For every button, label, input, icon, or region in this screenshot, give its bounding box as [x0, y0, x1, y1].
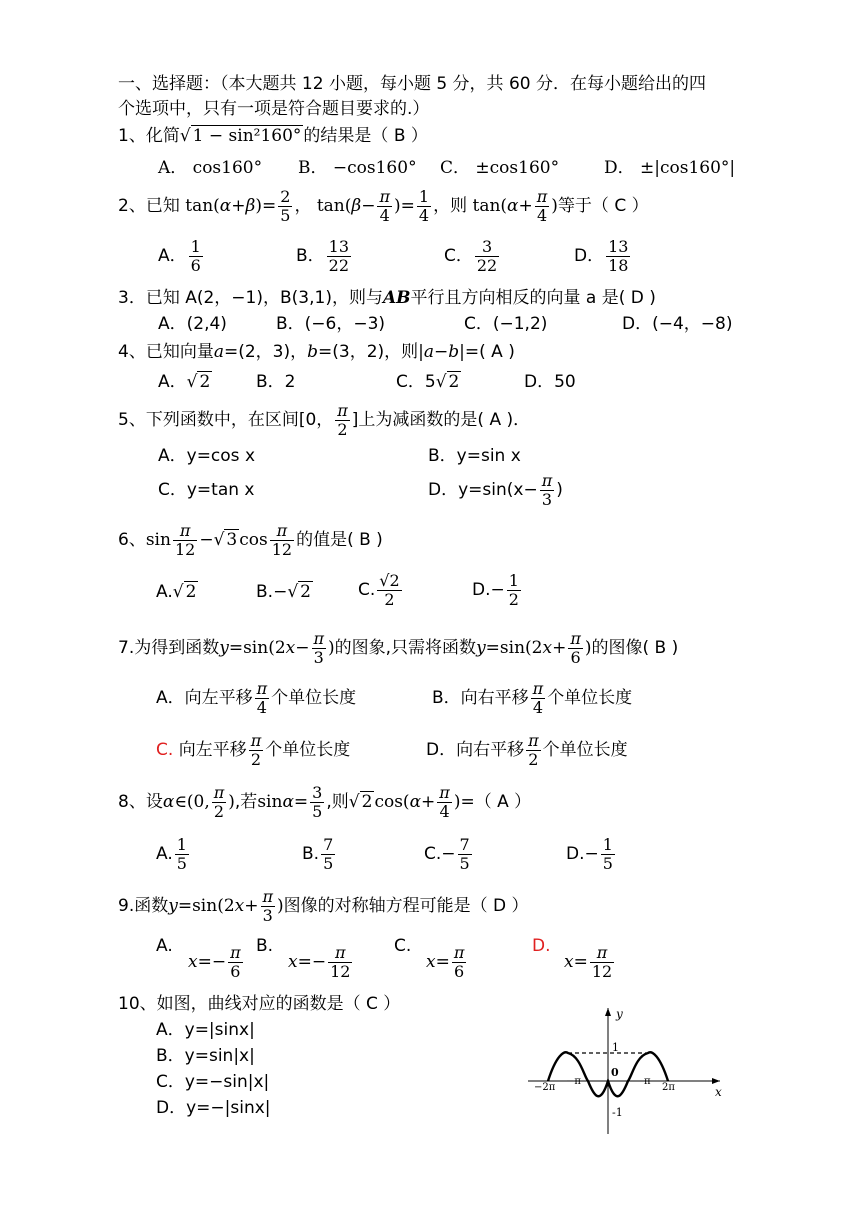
- question-10: 10、如图，曲线对应的函数是（ C ）: [118, 994, 401, 1014]
- q2-option-c: C． $\frac{3}{22}$: [444, 237, 498, 275]
- q7-option-a: A．向左平移 $\frac{\pi}{4}$ 个单位长度: [156, 679, 357, 717]
- q6-option-a: A.√ 2: [156, 582, 197, 602]
- function-graph: [520, 1006, 730, 1136]
- label-2pi: 2π: [662, 1082, 675, 1093]
- q8-option-d: D.− $\frac{1}{5}$: [566, 835, 613, 873]
- q10-option-a: A．y=|sinx|: [156, 1020, 255, 1040]
- q7-option-c: C. 向左平移 $\frac{\pi}{2}$ 个单位长度: [156, 731, 351, 769]
- question-6: 6、sin $\frac{\pi}{12}$ −√ 3 cos $\frac{\pi}{12}$ 的值是( B ): [118, 521, 383, 559]
- q8-option-b: B. $\frac{7}{5}$: [302, 835, 334, 873]
- q5-option-d: D．y=sin(x− $\frac{\pi}{3}$ ): [428, 471, 563, 509]
- q10-option-b: B．y=sin|x|: [156, 1046, 255, 1066]
- q9-option-c-label: C.: [394, 936, 412, 956]
- label-neg-pi: −π: [566, 1076, 581, 1087]
- section-heading-cont: 个选项中，只有一项是符合题目要求的.）: [118, 99, 430, 119]
- q5-option-c: C．y=tan x: [158, 480, 255, 500]
- q9-option-b-label: B.: [256, 936, 274, 956]
- q3-option-a: A．(2,4): [158, 314, 227, 334]
- x-label: x: [715, 1085, 722, 1099]
- q8-option-c: C.− $\frac{7}{5}$: [424, 835, 470, 873]
- question-5: 5、下列函数中，在区间[0， $\frac{\pi}{2}$ ]上为减函数的是( A )．: [118, 401, 531, 439]
- q1-option-c: C． ±cos160°: [440, 158, 560, 178]
- q9-option-b: x=− $\frac{\pi}{12}$: [288, 943, 351, 981]
- q2-option-d: D． $\frac{13}{18}$: [574, 237, 629, 275]
- label-zero: 0: [611, 1066, 619, 1079]
- q9-option-c: x= $\frac{\pi}{6}$: [426, 943, 465, 981]
- q4-option-d: D．50: [524, 372, 576, 392]
- q5-option-b: B．y=sin x: [428, 446, 521, 466]
- q9-option-d: x= $\frac{\pi}{12}$: [564, 943, 613, 981]
- question-2: 2、已知 tan(α+β)= $\frac{2}{5}$ ， tan(β− $\frac{\pi}{4}$ )= $\frac{1}{4}$ ，则 tan(α+ $\frac{\pi}{4}$ )等于（ C ）: [118, 187, 649, 225]
- q3-option-d: D．(−4，−8): [622, 314, 733, 334]
- q10-option-d: D．y=−|sinx|: [156, 1098, 271, 1118]
- question-3: 3．已知 A(2，−1)，B(3,1)，则与AB平行且方向相反的向量 a 是( D ): [118, 288, 656, 308]
- q9-option-a-label: A.: [156, 936, 173, 956]
- y-label: y: [616, 1007, 623, 1021]
- q2-option-a: A． $\frac{1}{6}$: [158, 237, 201, 275]
- question-1: 1、化简√ 1 − sin²160° 的结果是（ B ）: [118, 126, 428, 146]
- q6-option-c: C. $\frac{√2}{2}$: [358, 571, 400, 609]
- x-axis-arrow-icon: [712, 1078, 720, 1084]
- label-one: 1: [612, 1041, 619, 1054]
- y-axis-arrow-icon: [605, 1008, 611, 1016]
- question-7: 7.为得到函数y=sin(2x− $\frac{\pi}{3}$ )的图象,只需将函数y=sin(2x+ $\frac{\pi}{6}$ )的图像( B ): [118, 629, 679, 667]
- q1-option-d: D． ±|cos160°|: [604, 158, 736, 178]
- q8-option-a: A. $\frac{1}{5}$: [156, 835, 187, 873]
- q2-option-b: B． $\frac{13}{22}$: [296, 237, 350, 275]
- q6-option-b: B.−√ 2: [256, 582, 311, 602]
- label-neg-2pi: −2π: [534, 1082, 556, 1093]
- q3-option-c: C．(−1,2): [464, 314, 548, 334]
- question-4: 4、已知向量a=(2，3)，b=(3，2)，则|a−b|=( A ): [118, 342, 515, 362]
- q4-option-c: C．5√ 2: [396, 372, 460, 392]
- q9-option-d-label: D.: [532, 936, 551, 956]
- label-neg-one: -1: [612, 1106, 623, 1119]
- q4-option-a: A．√ 2: [158, 372, 211, 392]
- vector-ab: AB: [382, 288, 411, 308]
- question-8: 8、设α∈(0, $\frac{\pi}{2}$ ),若sinα= $\frac{3}{5}$ ,则√ 2 cos(α+ $\frac{\pi}{4}$ )=（ A ）: [118, 783, 532, 821]
- q1-option-b: B． −cos160°: [298, 158, 417, 178]
- q4-option-b: B．2: [256, 372, 296, 392]
- q7-option-d: D．向右平移 $\frac{\pi}{2}$ 个单位长度: [426, 731, 628, 769]
- q3-option-b: B．(−6，−3): [276, 314, 386, 334]
- q7-option-b: B．向右平移 $\frac{\pi}{4}$ 个单位长度: [432, 679, 633, 717]
- q10-option-c: C．y=−sin|x|: [156, 1072, 270, 1092]
- q5-option-a: A．y=cos x: [158, 446, 256, 466]
- q9-option-a: x=− $\frac{\pi}{6}$: [188, 943, 241, 981]
- section-heading: 一、选择题：（本大题共 12 小题，每小题 5 分，共 60 分．在每小题给出的四: [118, 74, 707, 94]
- q6-option-d: D.− $\frac{1}{2}$: [472, 571, 519, 609]
- q1-option-a: A． cos160°: [158, 158, 263, 178]
- question-9: 9.函数y=sin(2x+ $\frac{\pi}{3}$ )图像的对称轴方程可能是（ D ）: [118, 887, 529, 925]
- label-pi: π: [644, 1076, 651, 1087]
